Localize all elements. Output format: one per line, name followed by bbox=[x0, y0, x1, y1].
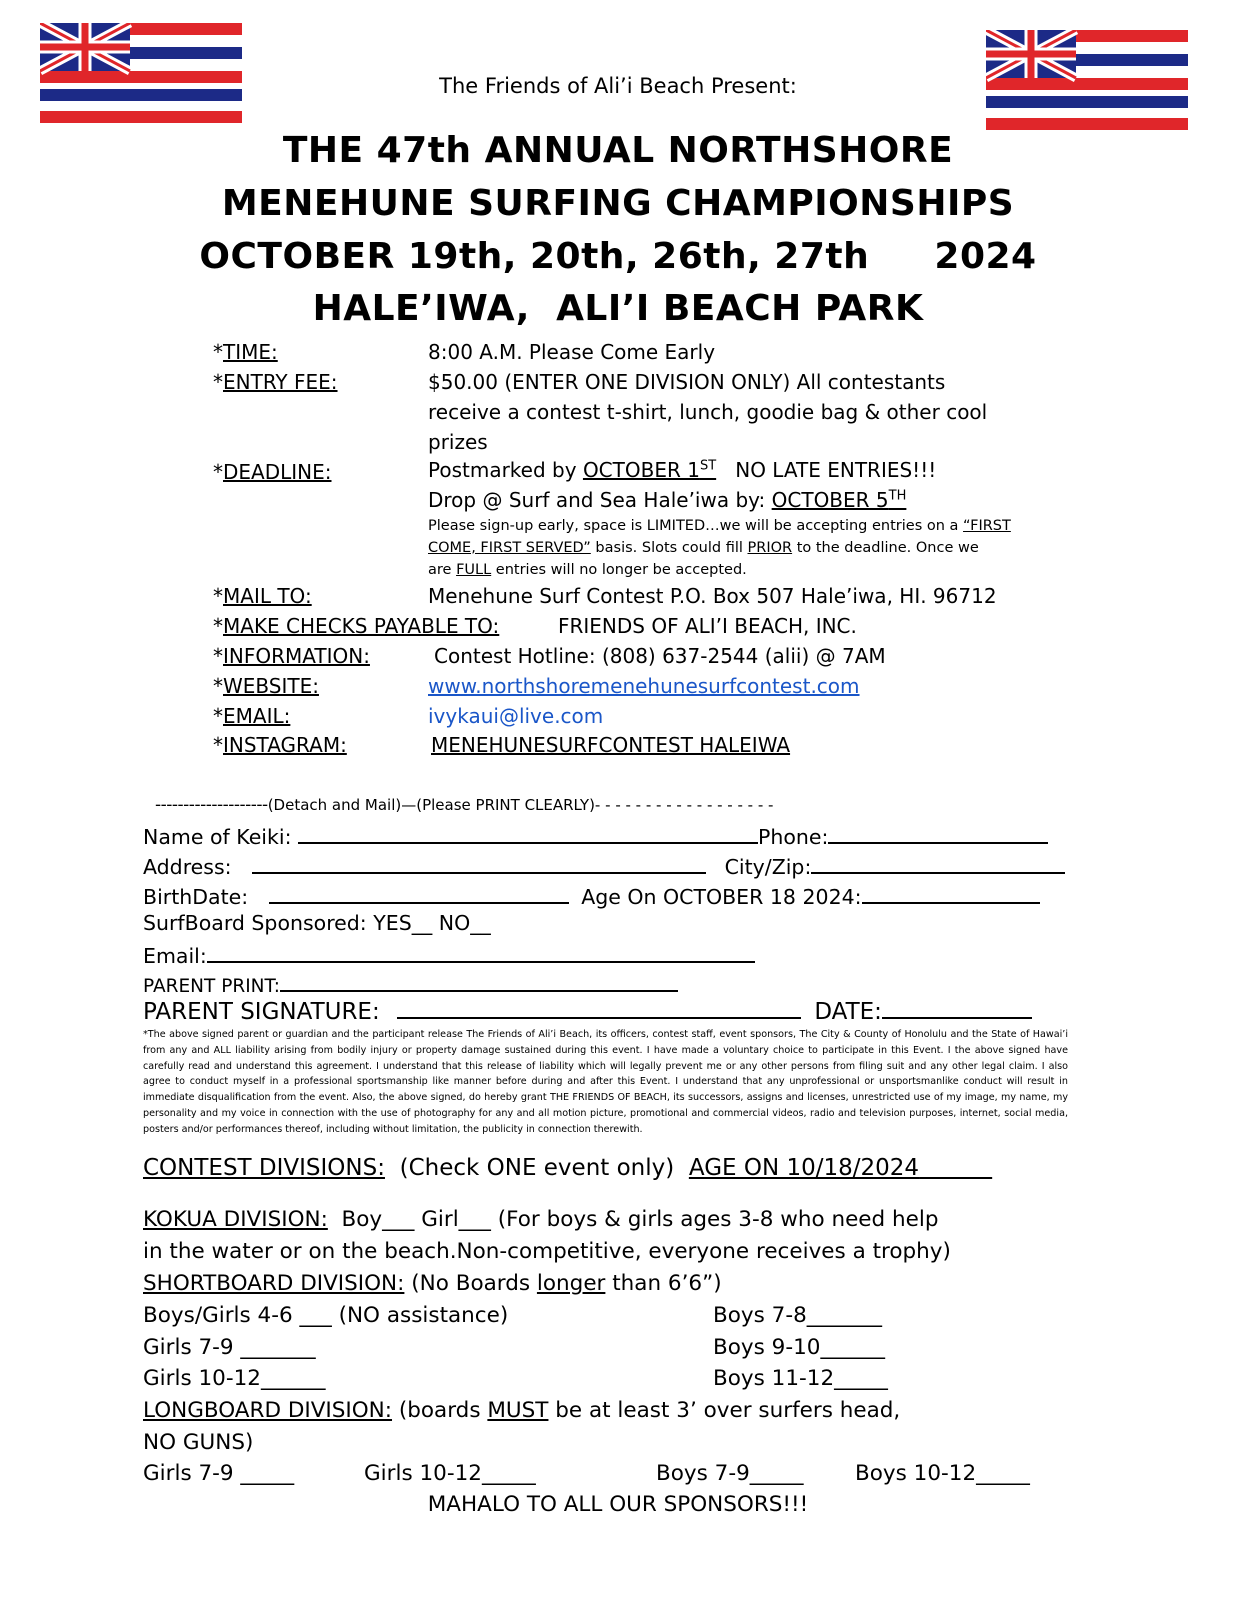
entry-fee-line2: receive a contest t-shirt, lunch, goodie bag & other cool bbox=[428, 400, 988, 424]
divisions-header-note: (Check ONE event only) bbox=[399, 1155, 675, 1181]
deadline-postmarked-text: Postmarked by bbox=[428, 458, 577, 482]
email-row bbox=[143, 941, 755, 968]
signup-note-line2: COME, FIRST SERVED” basis. Slots could fill PRIOR to the deadline. Once we bbox=[428, 540, 979, 556]
keiki-name-row bbox=[143, 822, 1048, 849]
deadline-date1: OCTOBER 1ST bbox=[582, 458, 717, 482]
parent-signature-row bbox=[143, 997, 1032, 1025]
parent-signature-field[interactable] bbox=[397, 997, 801, 1019]
deadline-date2: OCTOBER 5TH bbox=[771, 488, 907, 512]
email-value[interactable]: ivykaui@live.com bbox=[428, 704, 604, 728]
date-field[interactable] bbox=[882, 997, 1032, 1019]
instagram-label: *INSTAGRAM: bbox=[213, 733, 347, 757]
deadline-drop bbox=[428, 488, 906, 512]
website-link[interactable]: www.northshoremenehunesurfcontest.com bbox=[428, 674, 860, 698]
entry-fee-label: *ENTRY FEE: bbox=[213, 370, 338, 394]
hotline-value: Contest Hotline: (808) 637-2544 (alii) @ 7AM bbox=[434, 644, 886, 668]
shortboard-option[interactable]: Boys/Girls 4-6 ___ (NO assistance) bbox=[143, 1303, 509, 1328]
mahalo-sponsors: MAHALO TO ALL OUR SPONSORS!!! bbox=[427, 1492, 809, 1517]
deadline-label: *DEADLINE: bbox=[213, 460, 332, 484]
longboard-option[interactable]: Girls 7-9 _____ bbox=[143, 1461, 295, 1486]
event-dates bbox=[0, 236, 1236, 277]
event-location bbox=[0, 288, 1236, 329]
parent-signature-label: PARENT SIGNATURE: bbox=[143, 999, 380, 1025]
divisions-header-label: CONTEST DIVISIONS: bbox=[143, 1155, 385, 1181]
longboard-option[interactable]: Boys 10-12_____ bbox=[855, 1461, 1030, 1486]
cityzip-field[interactable] bbox=[811, 852, 1065, 874]
signup-note-line3: are FULL entries will no longer be accepted. bbox=[428, 562, 747, 578]
birthdate-field[interactable] bbox=[269, 882, 569, 904]
shortboard-option[interactable]: Girls 7-9 _______ bbox=[143, 1335, 316, 1360]
event-town: HALE’IWA, bbox=[312, 288, 530, 329]
detach-text: (Detach and Mail)—(Please PRINT CLEARLY)- bbox=[267, 796, 601, 814]
longboard-label: LONGBOARD DIVISION: bbox=[143, 1398, 393, 1423]
kokua-row2: in the water or on the beach.Non-competitive, everyone receives a trophy) bbox=[143, 1239, 951, 1264]
shortboard-option[interactable]: Boys 11-12_____ bbox=[713, 1366, 888, 1391]
entry-fee-line1: $50.00 (ENTER ONE DIVISION ONLY) All contestants bbox=[428, 370, 946, 394]
sponsored-row[interactable]: SurfBoard Sponsored: YES__ NO__ bbox=[143, 911, 491, 935]
detach-dashes-right: - - - - - - - - - - - - - - - - - bbox=[605, 796, 774, 814]
address-row bbox=[143, 852, 1065, 879]
checks-payable-value: FRIENDS OF ALI’I BEACH, INC. bbox=[558, 614, 857, 638]
time-value: 8:00 A.M. Please Come Early bbox=[428, 340, 716, 364]
kokua-label: KOKUA DIVISION: bbox=[143, 1207, 328, 1232]
no-late-entries: NO LATE ENTRIES!!! bbox=[735, 458, 937, 482]
event-title-line1: THE 47th ANNUAL NORTHSHORE bbox=[282, 130, 954, 171]
birthdate-row bbox=[143, 882, 1040, 909]
parent-print-label: PARENT PRINT: bbox=[143, 976, 280, 997]
instagram-value[interactable]: MENEHUNESURFCONTEST HALEIWA bbox=[431, 733, 791, 757]
cityzip-label: City/Zip: bbox=[724, 855, 812, 879]
kokua-options[interactable]: Boy___ Girl___ (For boys & girls ages 3-8 who need help bbox=[341, 1207, 939, 1232]
shortboard-option[interactable]: Boys 7-8_______ bbox=[713, 1303, 883, 1328]
mail-to-value: Menehune Surf Contest P.O. Box 507 Hale’iwa, HI. 96712 bbox=[428, 584, 997, 608]
longboard-option[interactable]: Girls 10-12_____ bbox=[364, 1461, 536, 1486]
longboard-note: NO GUNS) bbox=[143, 1430, 254, 1455]
phone-field[interactable] bbox=[828, 822, 1048, 844]
presenter-line: The Friends of Ali’i Beach Present: bbox=[439, 74, 797, 98]
parent-print-row bbox=[143, 970, 678, 997]
age-label: Age On OCTOBER 18 2024: bbox=[581, 885, 862, 909]
keiki-name-label: Name of Keiki: bbox=[143, 825, 292, 849]
website-value[interactable] bbox=[428, 674, 860, 698]
birthdate-label: BirthDate: bbox=[143, 885, 249, 909]
information-label: *INFORMATION: bbox=[213, 644, 370, 668]
longboard-header: LONGBOARD DIVISION: (boards MUST be at least 3’ over surfers head, bbox=[143, 1398, 901, 1423]
email-label: *EMAIL: bbox=[213, 704, 291, 728]
deadline-drop-text: Drop @ Surf and Sea Hale’iwa by: bbox=[428, 488, 766, 512]
checks-payable-label: *MAKE CHECKS PAYABLE TO: bbox=[213, 614, 500, 638]
shortboard-header: SHORTBOARD DIVISION: (No Boards longer than 6’6”) bbox=[143, 1271, 722, 1296]
divisions-header-age: AGE ON 10/18/2024 bbox=[688, 1155, 920, 1181]
shortboard-option[interactable]: Boys 9-10______ bbox=[713, 1335, 885, 1360]
deadline-postmark bbox=[428, 458, 936, 482]
event-title-line2: MENEHUNE SURFING CHAMPIONSHIPS bbox=[221, 183, 1015, 224]
shortboard-label: SHORTBOARD DIVISION: bbox=[143, 1271, 405, 1296]
date-label: DATE: bbox=[814, 999, 882, 1025]
divisions-header bbox=[143, 1155, 992, 1181]
detach-dashes-left: -------------------- bbox=[155, 795, 268, 815]
event-year: 2024 bbox=[934, 236, 1037, 277]
detach-line bbox=[155, 795, 773, 815]
kokua-row1 bbox=[143, 1207, 938, 1232]
form-email-field[interactable] bbox=[207, 941, 755, 963]
form-email-label: Email: bbox=[143, 944, 207, 968]
time-label: *TIME: bbox=[213, 340, 278, 364]
shortboard-option[interactable]: Girls 10-12______ bbox=[143, 1366, 326, 1391]
signup-note-line1: Please sign-up early, space is LIMITED…we will be accepting entries on a “FIRST bbox=[428, 518, 1011, 534]
address-field[interactable] bbox=[252, 852, 706, 874]
keiki-name-field[interactable] bbox=[298, 822, 758, 844]
phone-label: Phone: bbox=[758, 825, 829, 849]
event-park: ALI’I BEACH PARK bbox=[556, 288, 924, 329]
liability-release-text: *The above signed parent or guardian and the participant release The Friends of Ali’i Beach, its officers, contest staff, event sponsors, The City & County of Honolulu and the State of Hawai’i from any and ALL liability arising from bodily injury or property damage sustained during this event. I have made a voluntary choice to participate in this Event. I the above signed have carefully read and understand this agreement. I understand that this release of liability which will legally prevent me or any other persons from filing suit and any other legal claim. I also agree to conduct myself in a professional sportsmanship like manner before during and after this Event. I understand that any unprofessional or unsportsmanlike conduct will result in immediate disqualification from the event. Also, the above signed, do hereby grant THE FRIENDS OF BEACH, its successors, assigns and licenses, unrestricted use of my image, my name, my personality and my voice in connection with the use of photography for any and all motion picture, promotional and commercial videos, radio and television purposes, internet, social media, posters and/or performances thereof, including without limitation, the publicity in connection therewith. bbox=[143, 1029, 1068, 1135]
entry-fee-line3: prizes bbox=[428, 430, 488, 454]
address-label: Address: bbox=[143, 855, 232, 879]
longboard-option[interactable]: Boys 7-9_____ bbox=[656, 1461, 804, 1486]
event-dates-text: OCTOBER 19th, 20th, 26th, 27th bbox=[199, 236, 870, 277]
age-field[interactable] bbox=[862, 882, 1040, 904]
mail-to-label: *MAIL TO: bbox=[213, 584, 312, 608]
website-label: *WEBSITE: bbox=[213, 674, 319, 698]
parent-print-field[interactable] bbox=[280, 970, 678, 992]
